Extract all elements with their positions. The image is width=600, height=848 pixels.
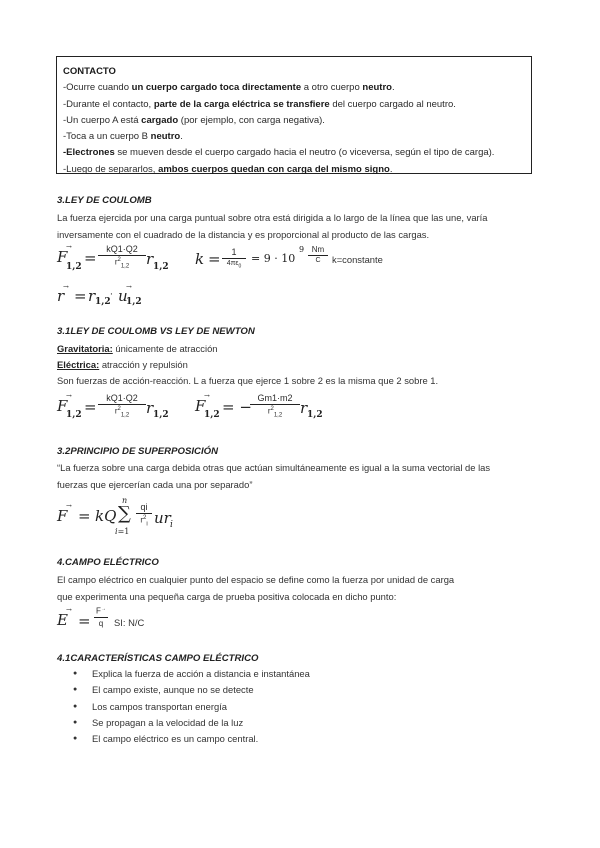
gravitatoria-line: Gravitatoria: únicamente de atracción xyxy=(57,343,218,354)
list-item: ● Explica la fuerza de acción a distancia e instantánea xyxy=(73,666,310,682)
list-item: ● El campo eléctrico es un campo central. xyxy=(73,731,310,747)
contacto-line-3: -Un cuerpo A está cargado (por ejemplo, con carga negativa). xyxy=(63,114,325,126)
contacto-line-6: -Luego de separarlos, ambos cuerpos quedan con carga del mismo signo. xyxy=(63,163,393,175)
accion-reaccion-text: Son fuerzas de acción-reacción. L a fuerza que ejerce 1 sobre 2 es la misma que 2 sobre 1. xyxy=(57,375,439,386)
contacto-title: CONTACTO xyxy=(63,66,116,77)
contacto-line-1: -Ocurre cuando un cuerpo cargado toca directamente a otro cuerpo neutro. xyxy=(63,82,395,94)
contacto-line-5: -Electrones se mueven desde el cuerpo cargado hacia el neutro (o viceversa, según el tipo de carga). xyxy=(63,147,495,159)
electrica-line: Eléctrica: atracción y repulsión xyxy=(57,359,188,370)
caracteristicas-heading: 4.1CARACTERÍSTICAS CAMPO ELÉCTRICO xyxy=(57,653,259,664)
superposicion-heading: 3.2PRINCIPIO DE SUPERPOSICIÓN xyxy=(57,446,218,457)
campo-paragraph-2: que experimenta una pequeña carga de prueba positiva colocada en dicho punto: xyxy=(57,591,397,602)
coulomb-paragraph-1: La fuerza ejercida por una carga puntual sobre otra está dirigida a lo largo de la línea que las une, varía xyxy=(57,212,488,223)
contacto-line-2: -Durante el contacto, parte de la carga eléctrica se transfiere del cuerpo cargado al neutro. xyxy=(63,98,456,110)
campo-paragraph-1: El campo eléctrico en cualquier punto del espacio se define como la fuerza por unidad de carga xyxy=(57,574,455,585)
superposicion-paragraph-2: fuerzas que ejercerían cada una por separado” xyxy=(57,479,253,490)
coulomb-heading: 3.LEY DE COULOMB xyxy=(57,195,152,206)
list-item: ● El campo existe, aunque no se detecte xyxy=(73,682,310,698)
campo-heading: 4.CAMPO ELÉCTRICO xyxy=(57,557,159,568)
si-units: SI: N/C xyxy=(114,617,145,628)
contacto-box xyxy=(56,56,532,174)
contacto-line-4: -Toca a un cuerpo B neutro. xyxy=(63,131,183,143)
caracteristicas-list xyxy=(73,666,310,747)
list-item: ● Los campos transportan energía xyxy=(73,699,310,715)
k-constant-note: k=constante xyxy=(332,254,383,265)
list-item: ● Se propagan a la velocidad de la luz xyxy=(73,715,310,731)
vs-newton-heading: 3.1LEY DE COULOMB VS LEY DE NEWTON xyxy=(57,326,255,337)
coulomb-paragraph-2: inversamente con el cuadrado de la distancia y es proporcional al producto de las cargas. xyxy=(57,229,430,240)
superposicion-paragraph-1: “La fuerza sobre una carga debida otras que actúan simultáneamente es igual a la suma vectorial de las xyxy=(57,462,491,473)
